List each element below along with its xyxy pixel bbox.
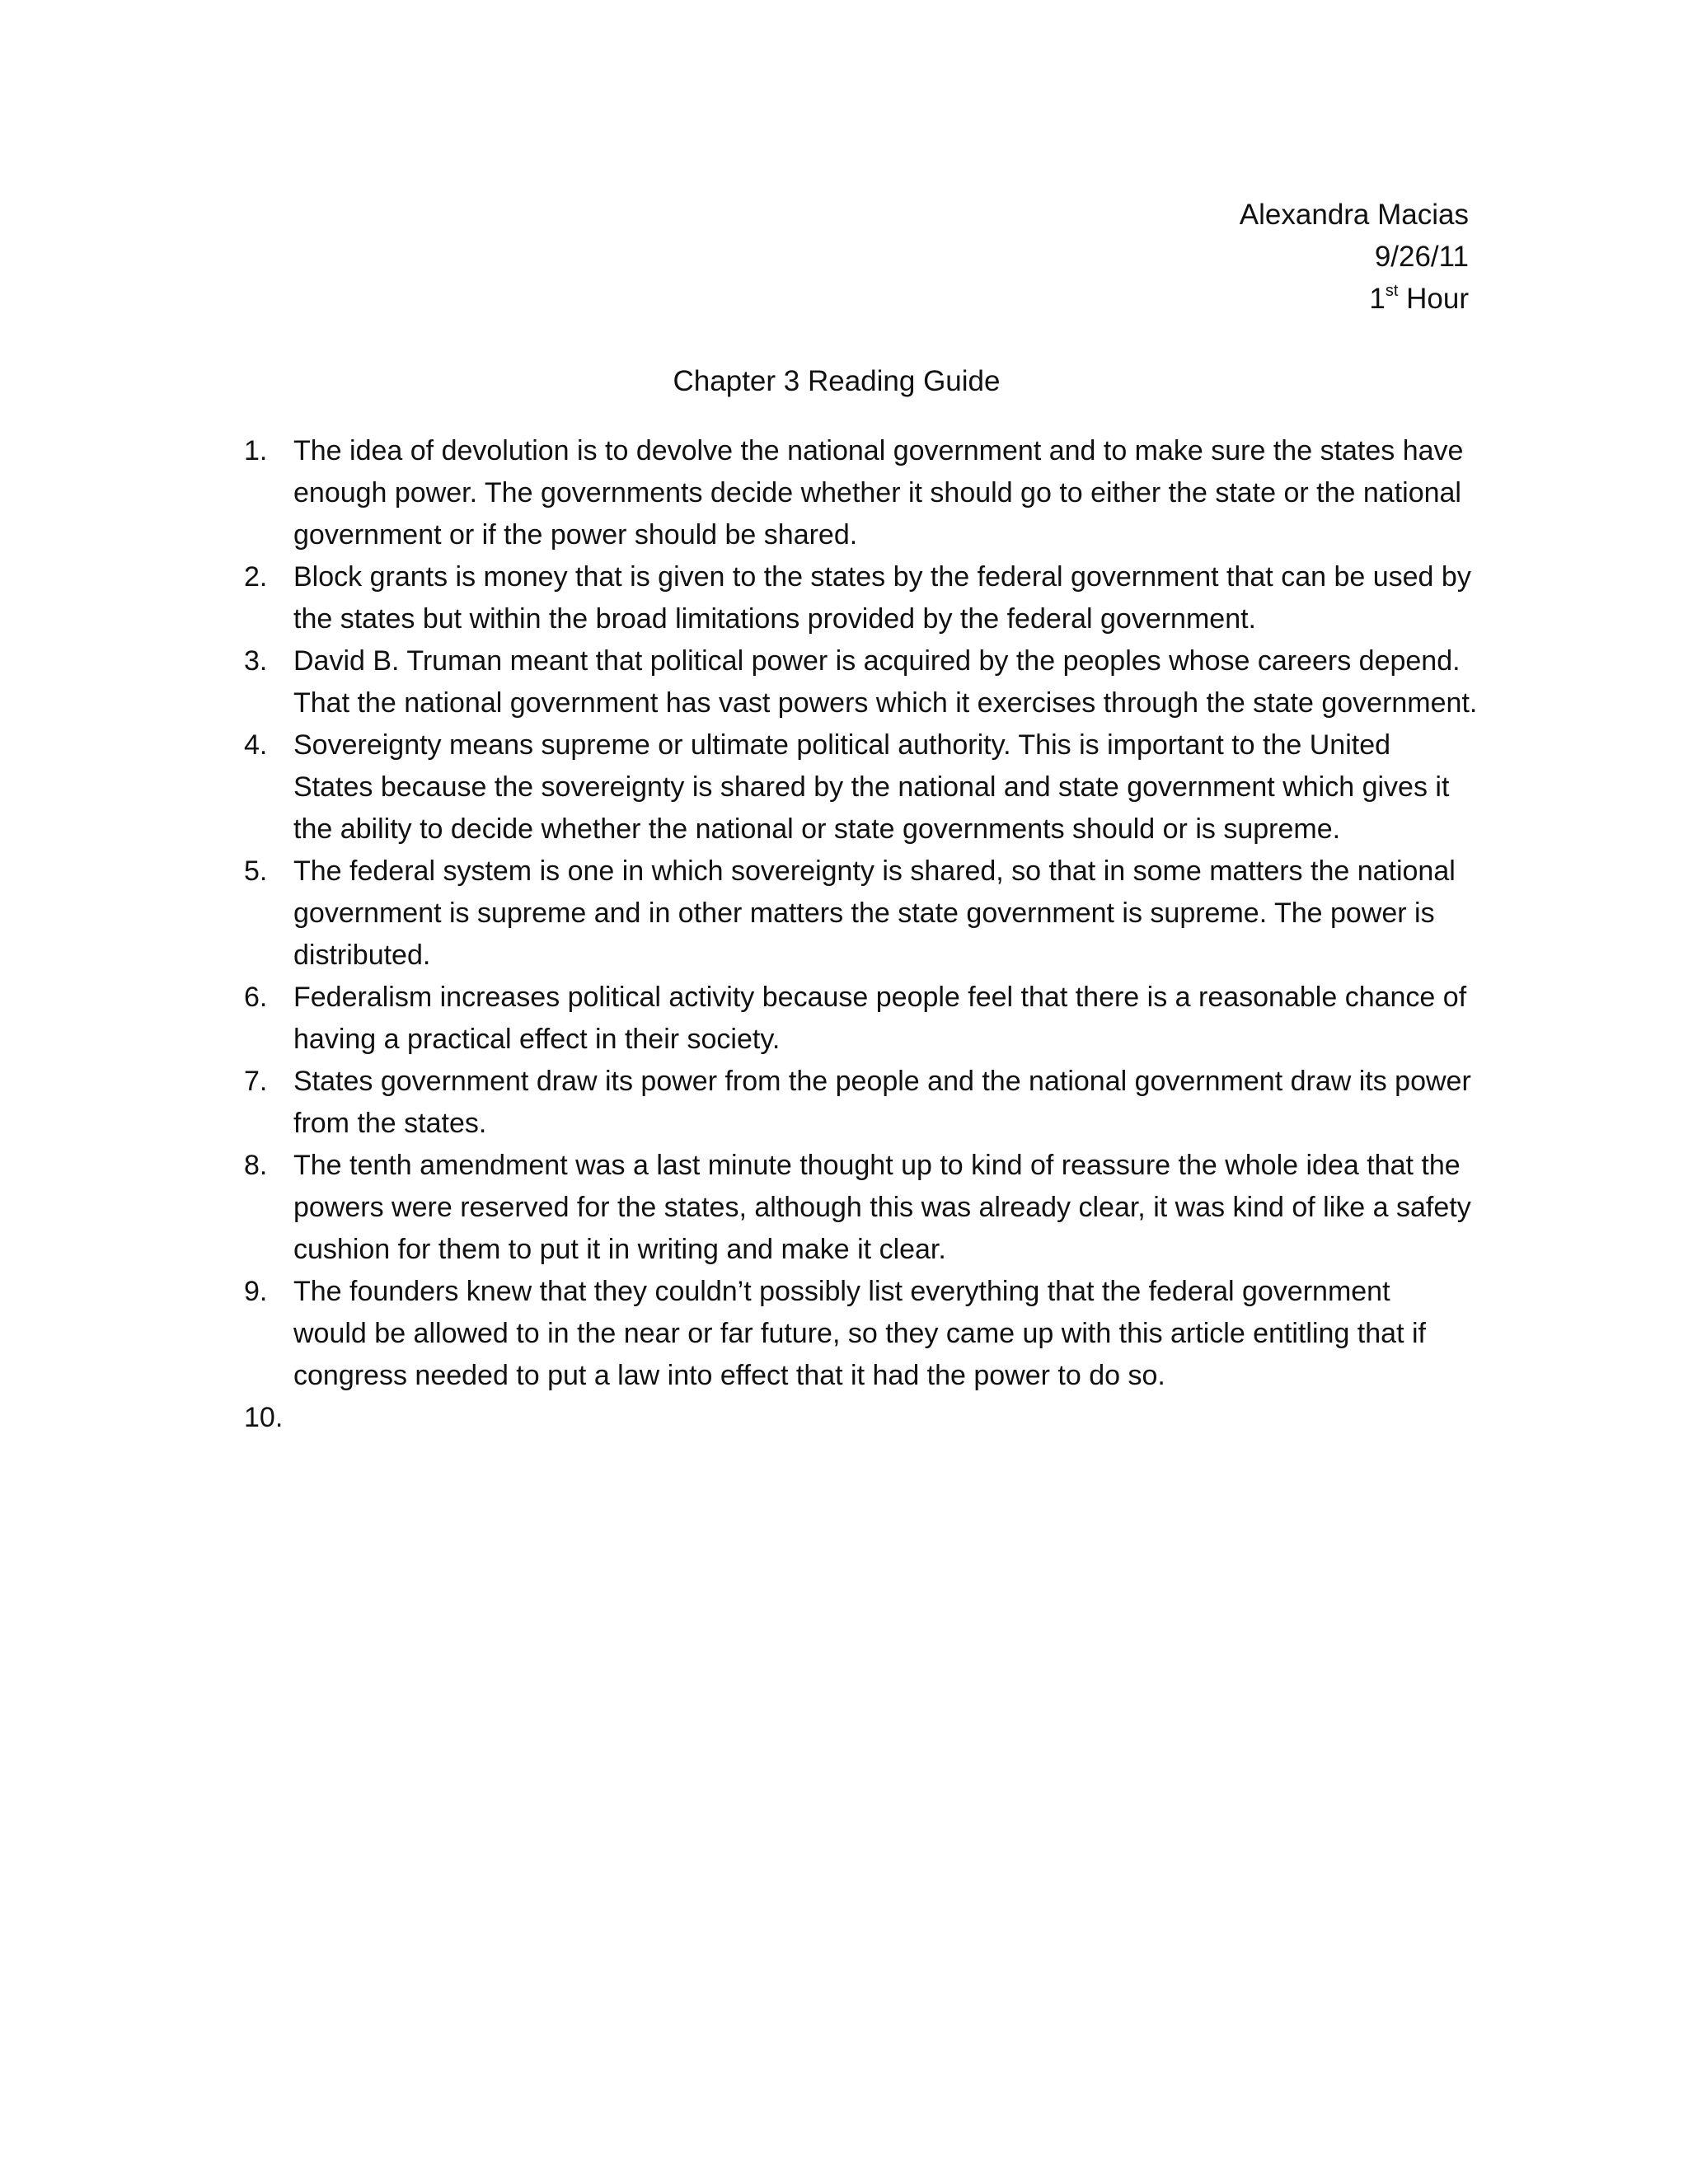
answer-text-line: congress needed to put a law into effect that it had the power to do so. <box>293 1360 1165 1391</box>
class-hour-label: Hour <box>1398 283 1469 315</box>
answer-number: 7. <box>244 1066 268 1097</box>
answer-item <box>244 1061 1480 1145</box>
answer-number: 9. <box>244 1276 268 1307</box>
answer-number: 3. <box>244 645 268 677</box>
answer-text-line: Block grants is money that is given to the states by the federal government that can be used by <box>293 561 1471 593</box>
answer-text-line: States government draw its power from the people and the national government draw its power <box>293 1066 1471 1097</box>
answer-text-line: would be allowed to in the near or far future, so they came up with this article entitling that if <box>293 1318 1426 1349</box>
answer-number: 2. <box>244 561 268 593</box>
answer-number: 1. <box>244 435 268 466</box>
answer-text-line: the ability to decide whether the national or state governments should or is supreme. <box>293 813 1341 845</box>
document-title: Chapter 3 Reading Guide <box>673 365 1001 397</box>
answer-text-line: David B. Truman meant that political power is acquired by the peoples whose careers depend. <box>293 645 1461 677</box>
answer-text-line: The idea of devolution is to devolve the national government and to make sure the states have <box>293 435 1464 466</box>
answer-item <box>244 1271 1480 1397</box>
answer-text-line: the states but within the broad limitations provided by the federal government. <box>293 603 1257 635</box>
answer-item <box>244 430 1480 556</box>
answer-text-line: The founders knew that they couldn’t possibly list everything that the federal government <box>293 1276 1390 1307</box>
answer-text-line: cushion for them to put it in writing and make it clear. <box>293 1234 946 1265</box>
answer-text-line: government is supreme and in other matters the state government is supreme. The power is <box>293 898 1435 929</box>
answer-text-line: government or if the power should be shared. <box>293 519 858 551</box>
answer-item <box>244 640 1480 724</box>
answer-number: 10. <box>244 1402 284 1433</box>
class-hour <box>1240 278 1469 320</box>
answer-text-line: The federal system is one in which sovereignty is shared, so that in some matters the national <box>293 855 1456 887</box>
answer-text-line: Sovereignty means supreme or ultimate political authority. This is important to the United <box>293 729 1391 761</box>
answer-text-line: having a practical effect in their society. <box>293 1024 781 1055</box>
answer-item <box>244 556 1480 640</box>
answer-item <box>244 1145 1480 1271</box>
answer-item <box>244 1397 1480 1439</box>
answer-text-line: Federalism increases political activity because people feel that there is a reasonable chance of <box>293 982 1467 1013</box>
answer-text-line: enough power. The governments decide whether it should go to either the state or the national <box>293 477 1461 509</box>
answer-number: 8. <box>244 1150 268 1181</box>
answer-item <box>244 724 1480 851</box>
class-hour-ordinal-suffix: st <box>1385 282 1399 300</box>
answer-text-line: The tenth amendment was a last minute thought up to kind of reassure the whole idea that the <box>293 1150 1461 1181</box>
answer-text-line: States because the sovereignty is shared by the national and state government which gives it <box>293 771 1450 803</box>
answer-number: 5. <box>244 855 268 887</box>
answer-list <box>244 430 1480 1439</box>
answer-text-line: powers were reserved for the states, although this was already clear, it was kind of like a safety <box>293 1192 1471 1223</box>
answer-number: 4. <box>244 729 268 761</box>
assignment-date: 9/26/11 <box>1374 241 1469 273</box>
answer-item <box>244 977 1480 1061</box>
student-header <box>1240 194 1469 320</box>
answer-text-line: distributed. <box>293 940 431 971</box>
answer-text-line <box>293 1397 1480 1439</box>
class-hour-number: 1 <box>1369 283 1386 315</box>
answer-text-line: from the states. <box>293 1108 487 1139</box>
answer-number: 6. <box>244 982 268 1013</box>
student-name: Alexandra Macias <box>1239 199 1469 231</box>
answer-item <box>244 851 1480 977</box>
answer-text-line: That the national government has vast powers which it exercises through the state government. <box>293 687 1478 719</box>
